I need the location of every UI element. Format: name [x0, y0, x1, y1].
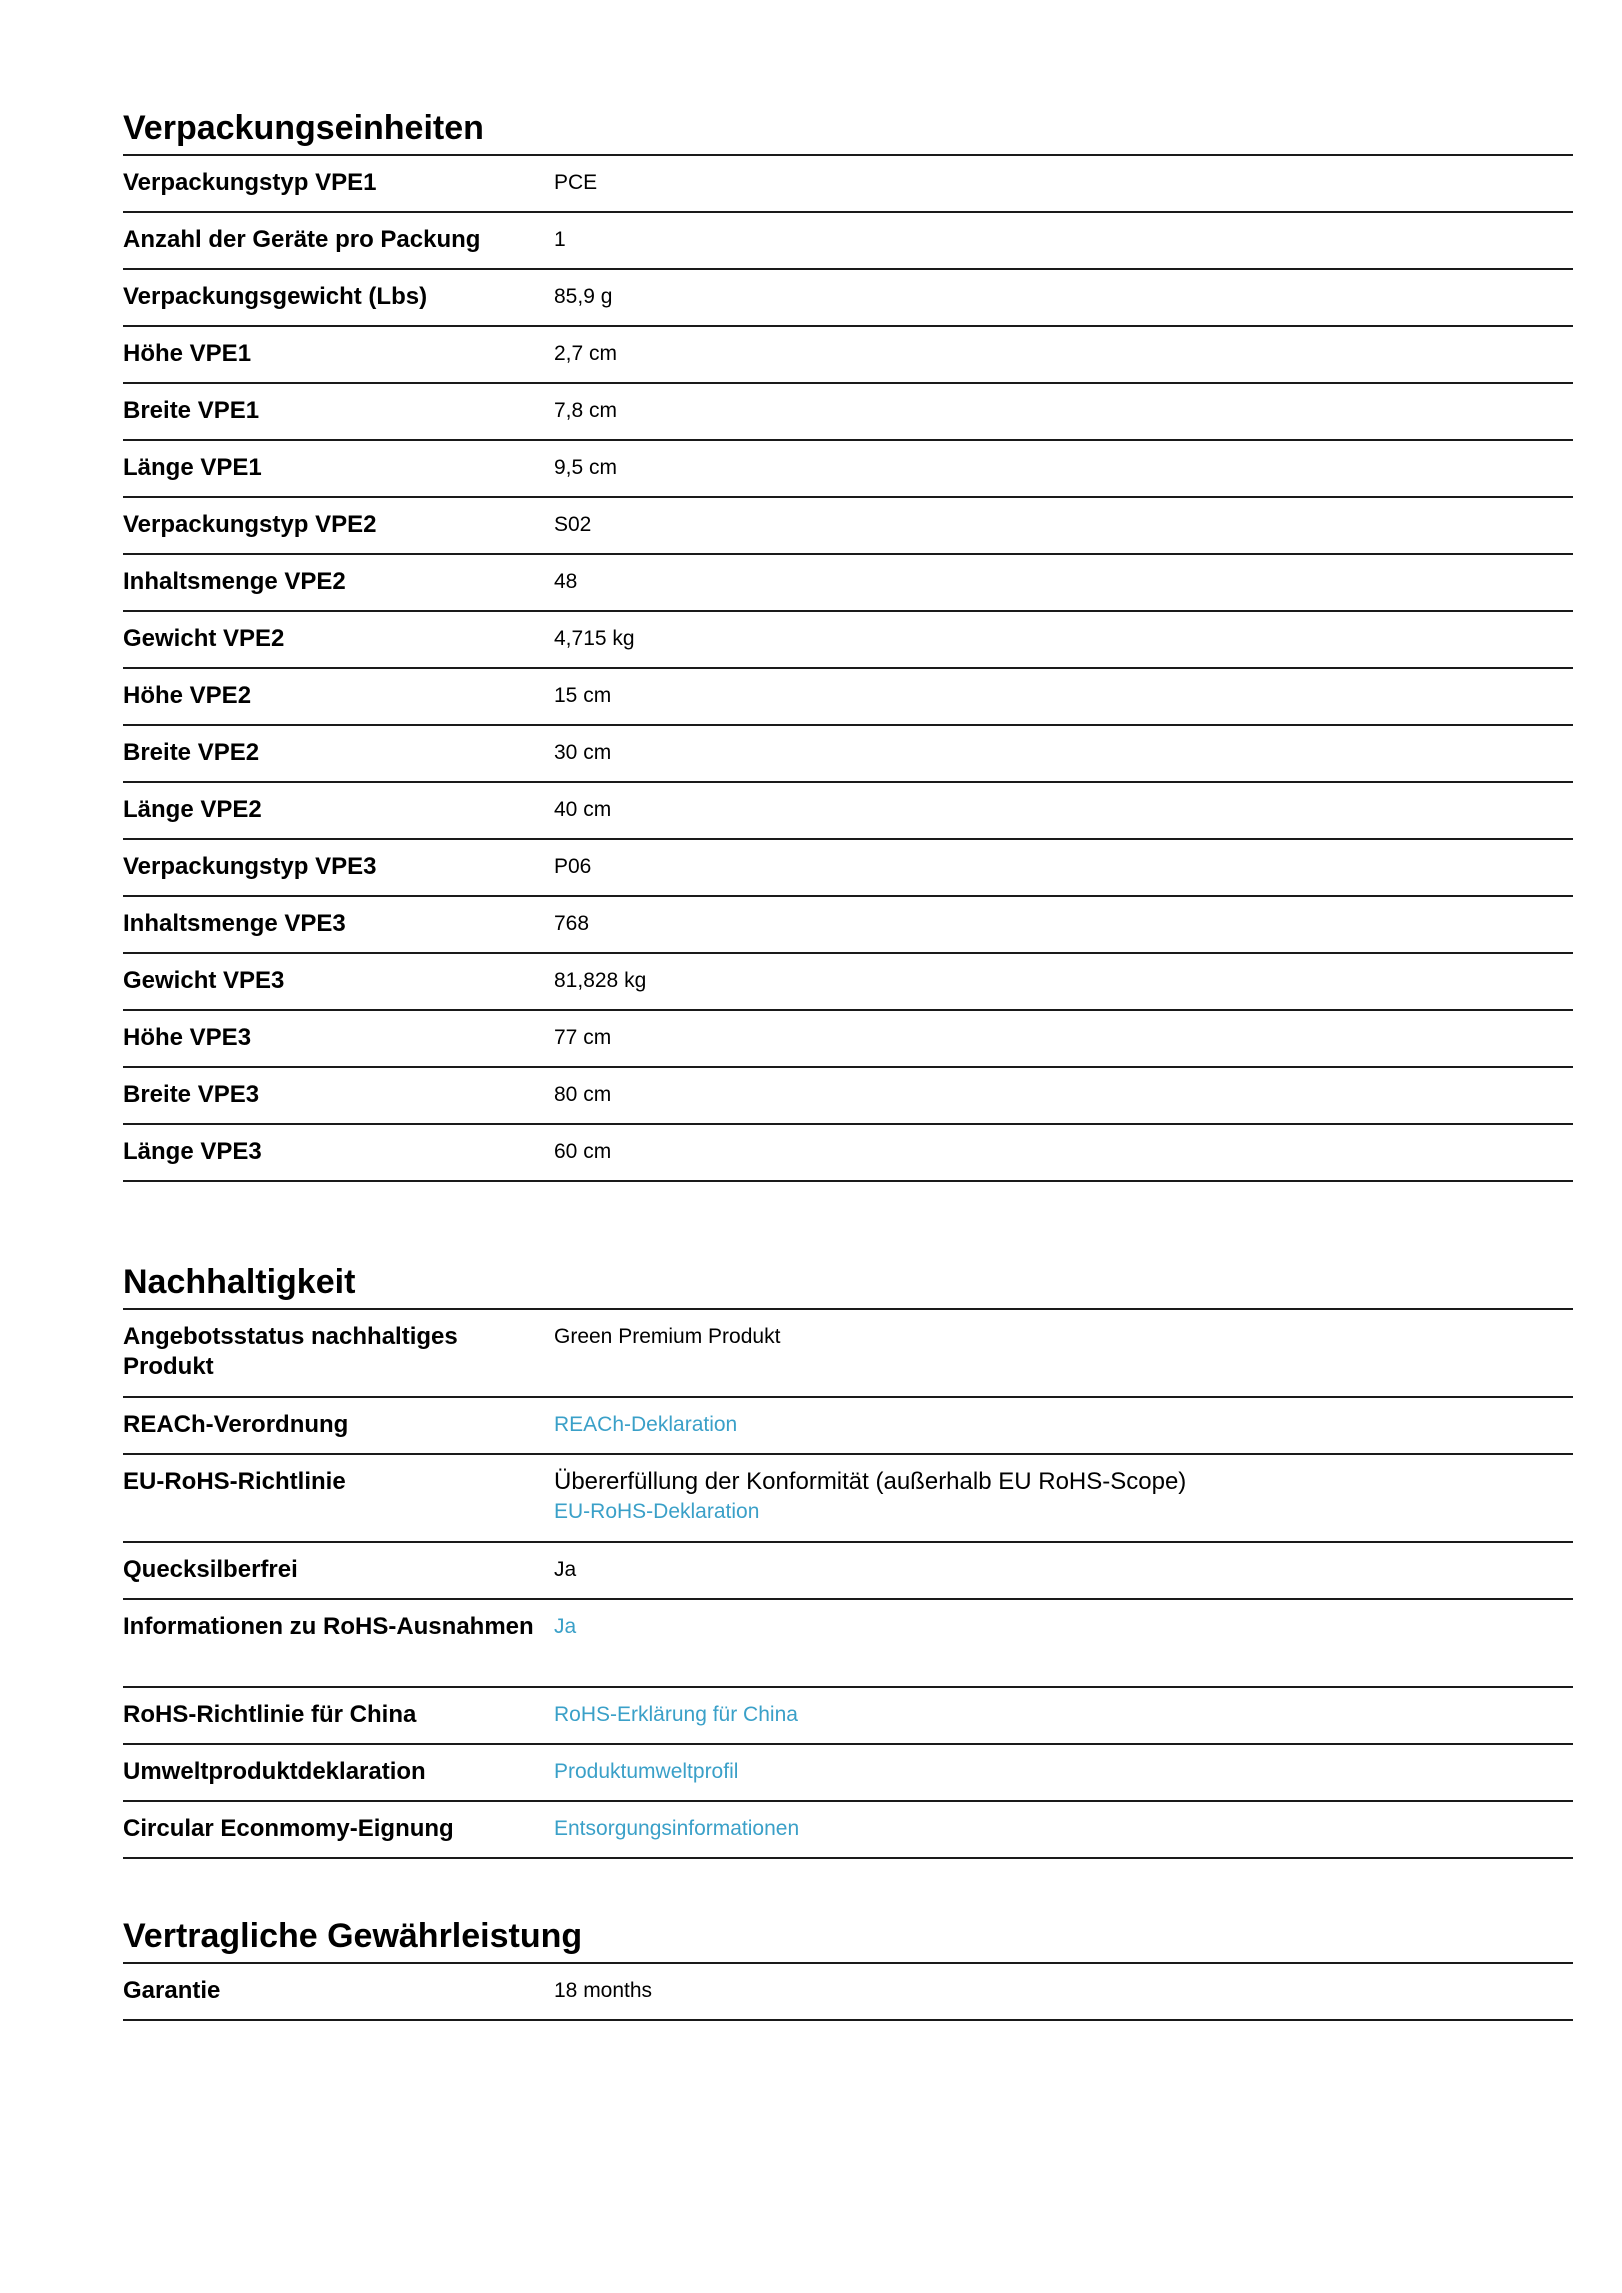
row-label: Länge VPE1: [123, 454, 262, 481]
row-value: [554, 1757, 1573, 1790]
row-value: 768: [554, 912, 590, 935]
table-row: [123, 1964, 1573, 2021]
row-label: Anzahl der Geräte pro Packung: [123, 226, 481, 253]
row-value: [554, 1700, 1573, 1733]
sustainability-section: [123, 1262, 1573, 1859]
packaging-section-title: Verpackungseinheiten: [123, 108, 1573, 156]
table-row: [123, 783, 1573, 840]
warranty-section-title: Vertragliche Gewährleistung: [123, 1916, 1573, 1964]
row-label: Breite VPE3: [123, 1081, 260, 1108]
row-label: EU-RoHS-Richtlinie: [123, 1468, 346, 1495]
sustainability-section-title: Nachhaltigkeit: [123, 1262, 1573, 1310]
table-row: [123, 498, 1573, 555]
table-row: [123, 1310, 1573, 1398]
table-row: [123, 897, 1573, 954]
row-label: Länge VPE3: [123, 1138, 262, 1165]
row-label: Quecksilberfrei: [123, 1556, 298, 1583]
row-label: Verpackungsgewicht (Lbs): [123, 283, 428, 310]
row-label: Garantie: [123, 1977, 221, 2004]
table-row: [123, 1011, 1573, 1068]
row-label: Inhaltsmenge VPE3: [123, 910, 346, 937]
row-label: Länge VPE2: [123, 796, 262, 823]
warranty-section: [123, 1916, 1573, 2021]
row-value: Green Premium Produkt: [554, 1325, 781, 1348]
table-row: [123, 1125, 1573, 1182]
row-value: 18 months: [554, 1979, 653, 2002]
table-row: [123, 1688, 1573, 1745]
table-row: [123, 384, 1573, 441]
row-label: Informationen zu RoHS-Ausnahmen: [123, 1613, 534, 1640]
row-value: 77 cm: [554, 1026, 612, 1049]
rohs-exemptions-link[interactable]: Ja: [554, 1615, 577, 1638]
row-label: Umweltproduktdeklaration: [123, 1758, 426, 1785]
row-value: [554, 1612, 1573, 1676]
row-label: Höhe VPE1: [123, 340, 252, 367]
row-label: Breite VPE1: [123, 397, 260, 424]
table-row: [123, 1802, 1573, 1859]
table-row: [123, 1398, 1573, 1455]
table-row: [123, 213, 1573, 270]
china-rohs-link[interactable]: RoHS-Erklärung für China: [554, 1703, 798, 1726]
row-value: [554, 1814, 1573, 1847]
disposal-info-link[interactable]: Entsorgungsinformationen: [554, 1817, 800, 1840]
row-value: 48: [554, 570, 578, 593]
row-value: 85,9 g: [554, 285, 613, 308]
table-row: [123, 954, 1573, 1011]
row-label: Verpackungstyp VPE1: [123, 169, 377, 196]
table-row: [123, 270, 1573, 327]
eu-rohs-declaration-link[interactable]: EU-RoHS-Deklaration: [554, 1500, 760, 1523]
row-value: 80 cm: [554, 1083, 612, 1106]
table-row: [123, 555, 1573, 612]
row-label: Gewicht VPE3: [123, 967, 285, 994]
row-value: 60 cm: [554, 1140, 612, 1163]
table-row: [123, 1600, 1573, 1688]
row-value: PCE: [554, 171, 598, 194]
row-value: 81,828 kg: [554, 969, 647, 992]
row-value: 4,715 kg: [554, 627, 635, 650]
table-row: [123, 840, 1573, 897]
row-label: Verpackungstyp VPE3: [123, 853, 377, 880]
row-label: REACh-Verordnung: [123, 1411, 349, 1438]
row-value: [554, 1410, 1573, 1443]
table-row: [123, 441, 1573, 498]
table-row: [123, 669, 1573, 726]
reach-declaration-link[interactable]: REACh-Deklaration: [554, 1413, 738, 1436]
row-label: Höhe VPE2: [123, 682, 252, 709]
row-value: 1: [554, 228, 566, 251]
row-value: S02: [554, 513, 592, 536]
table-row: [123, 612, 1573, 669]
row-value: 7,8 cm: [554, 399, 618, 422]
row-value: P06: [554, 855, 592, 878]
row-label: Gewicht VPE2: [123, 625, 285, 652]
row-label: Höhe VPE3: [123, 1024, 252, 1051]
row-label: Inhaltsmenge VPE2: [123, 568, 346, 595]
row-label: Breite VPE2: [123, 739, 260, 766]
row-label: Circular Econmomy-Eignung: [123, 1815, 454, 1842]
row-label: Angebotsstatus nachhaltiges Produkt: [123, 1323, 458, 1380]
environmental-profile-link[interactable]: Produktumweltprofil: [554, 1760, 739, 1783]
table-row: [123, 327, 1573, 384]
row-value: 15 cm: [554, 684, 612, 707]
table-row: [123, 156, 1573, 213]
table-row: [123, 726, 1573, 783]
packaging-section: [123, 108, 1573, 1182]
rohs-compliance-text: Übererfüllung der Konformität (außerhalb EU RoHS-Scope): [554, 1468, 1187, 1495]
row-value: Ja: [554, 1558, 577, 1581]
table-row: [123, 1543, 1573, 1600]
table-row: [123, 1068, 1573, 1125]
row-value: 9,5 cm: [554, 456, 618, 479]
row-value: [554, 1467, 1573, 1531]
row-label: RoHS-Richtlinie für China: [123, 1701, 417, 1728]
row-label: Verpackungstyp VPE2: [123, 511, 377, 538]
row-value: 40 cm: [554, 798, 612, 821]
table-row: [123, 1455, 1573, 1543]
table-row: [123, 1745, 1573, 1802]
row-value: 2,7 cm: [554, 342, 618, 365]
row-value: 30 cm: [554, 741, 612, 764]
